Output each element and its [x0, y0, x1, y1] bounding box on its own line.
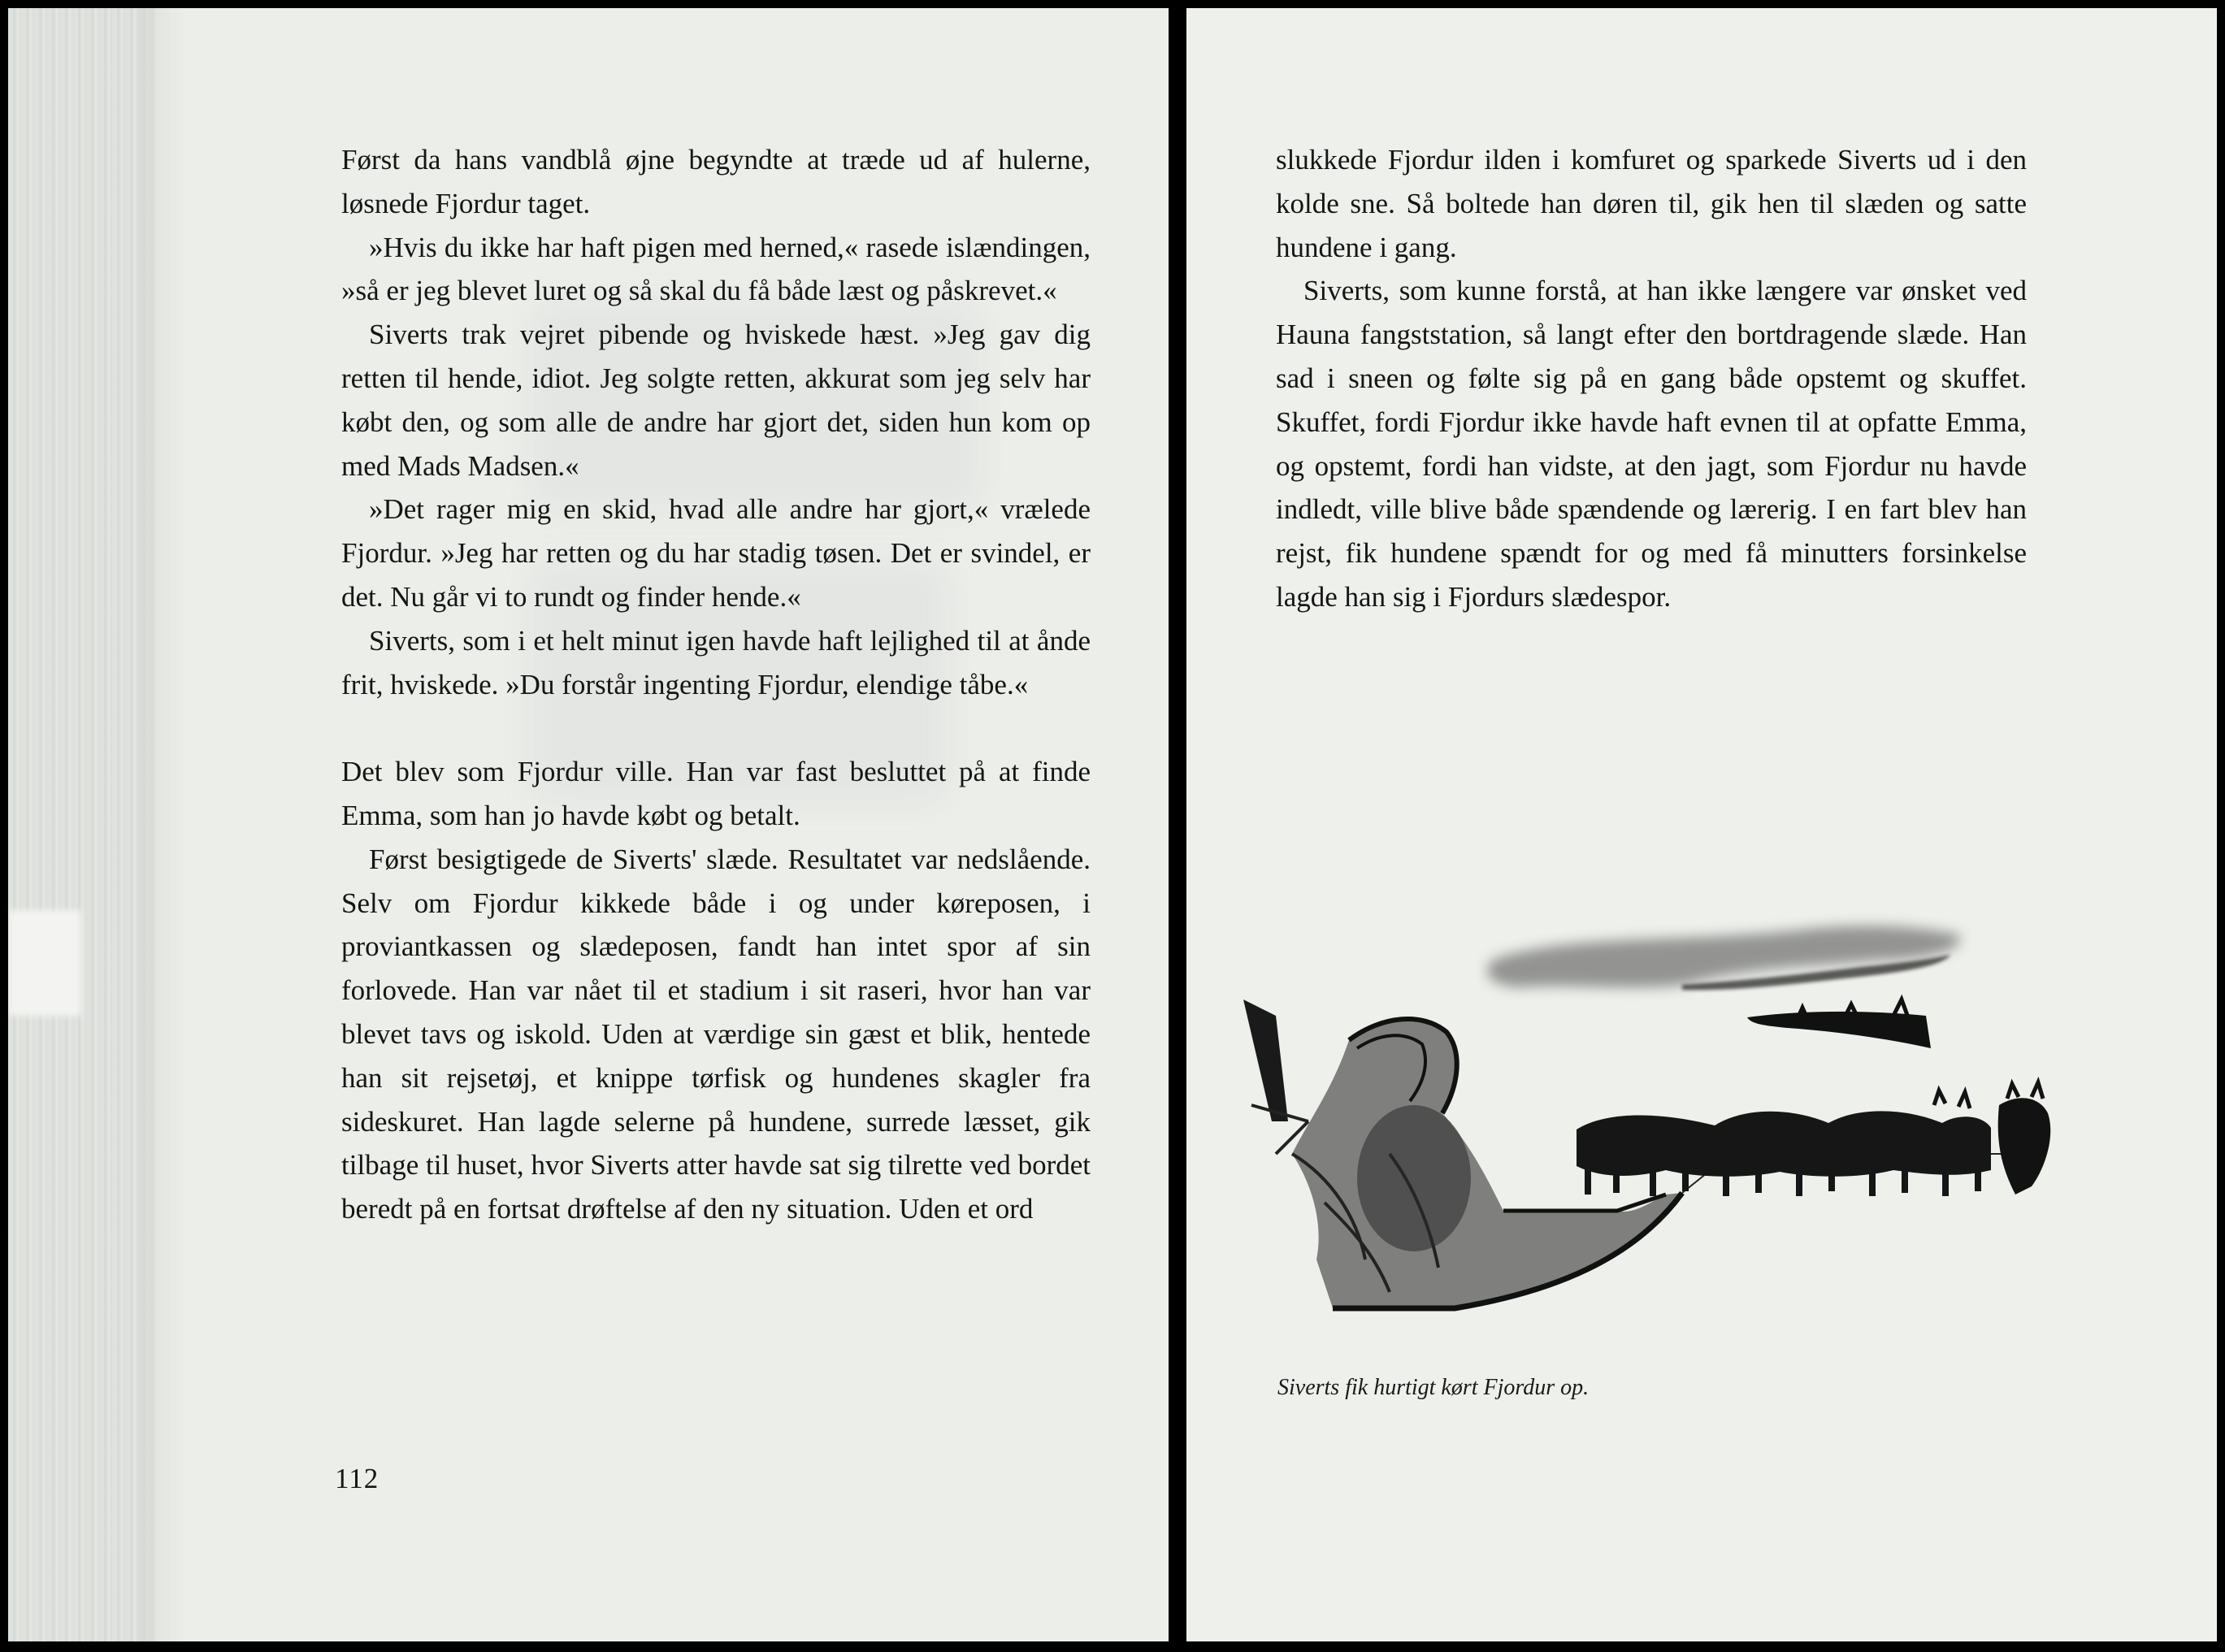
paper-tab — [8, 910, 81, 1016]
page-stack-edges — [8, 8, 154, 1641]
paragraph: Først da hans vandblå øjne begyndte at træde ud af hulerne, løsnede Fjordur taget. — [341, 144, 1091, 219]
distant-ridge — [1487, 926, 1960, 1048]
page-number: 112 — [335, 1463, 380, 1494]
paragraph: Siverts, som kunne forstå, at han ikke længere var ønsket ved Hauna fangststation, så langt efter den bortdragende slæde. Han sad i sneen og følte sig på en gang både opstemt og skuffet. Skuffet, fordi Fjordur ikke havde haft evnen til at opfatte Emma, og opstemt, fordi han vidste, at den jagt, som Fjordur nu havde indledt, ville blive både spændende og lærerig. I en fart blev han rejst, fik hundene spændt for og med få minutters forsinkelse lagde han sig i Fjordurs slædespor. — [1276, 275, 2027, 613]
paragraph: »Hvis du ikke har haft pigen med herned,« rasede islændingen, »så er jeg blevet luret og så skal du få både læst og påskrevet.« — [341, 231, 1091, 307]
paragraph: Det blev som Fjordur ville. Han var fast besluttet på at finde Emma, som han jo havde købt og betalt. — [341, 756, 1091, 831]
paragraph: »Det rager mig en skid, hvad alle andre har gjort,« vrælede Fjordur. »Jeg har retten og du har stadig tøsen. Det er svindel, er det. Nu går vi to rundt og finder hende.« — [341, 493, 1091, 613]
paragraph: Først besigtigede de Siverts' slæde. Resultatet var nedslående. Selv om Fjordur kikkede både i og under køreposen, i proviantkassen og slædeposen, fandt han intet spor af sin forlovede. Han var nået til et stadium i sit raseri, hvor han var blevet tavs og iskold. Uden at værdige sin gæst et blik, hentede han sit rejsetøj, et knippe tørfisk og hundenes skagler fra sideskuret. Han lagde selerne på hundene, surrede læsset, gik tilbage til huset, hvor Siverts atter havde sat sig tilrette ved bordet beredt på en fortsat drøftelse af den ny situation. Uden et ord — [341, 843, 1091, 1225]
paragraph: slukkede Fjordur ilden i komfuret og sparkede Siverts ud i den kolde sne. Så boltede han døren til, gik hen til slæden og satte hundene i gang. — [1276, 144, 2027, 263]
right-body-text — [1276, 138, 2027, 619]
left-body-text — [341, 138, 1091, 1231]
right-page — [1186, 8, 2217, 1641]
paragraph: Siverts, som i et helt minut igen havde haft lejlighed til at ånde frit, hviskede. »Du forstår ingenting Fjordur, elendige tåbe.« — [341, 624, 1091, 700]
dog-team — [1577, 1082, 2050, 1196]
illustration-caption: Siverts fik hurtigt kørt Fjordur op. — [1277, 1375, 1590, 1400]
paragraph: Siverts trak vejret pibende og hviskede hæst. »Jeg gav dig retten til hende, idiot. Jeg solgte retten, akkurat som jeg selv har købt den, og som alle de andre har gjort det, siden hun kom op med Mads Madsen.« — [341, 319, 1091, 482]
dog-sled-illustration — [1227, 910, 2064, 1333]
left-page — [8, 8, 1169, 1641]
